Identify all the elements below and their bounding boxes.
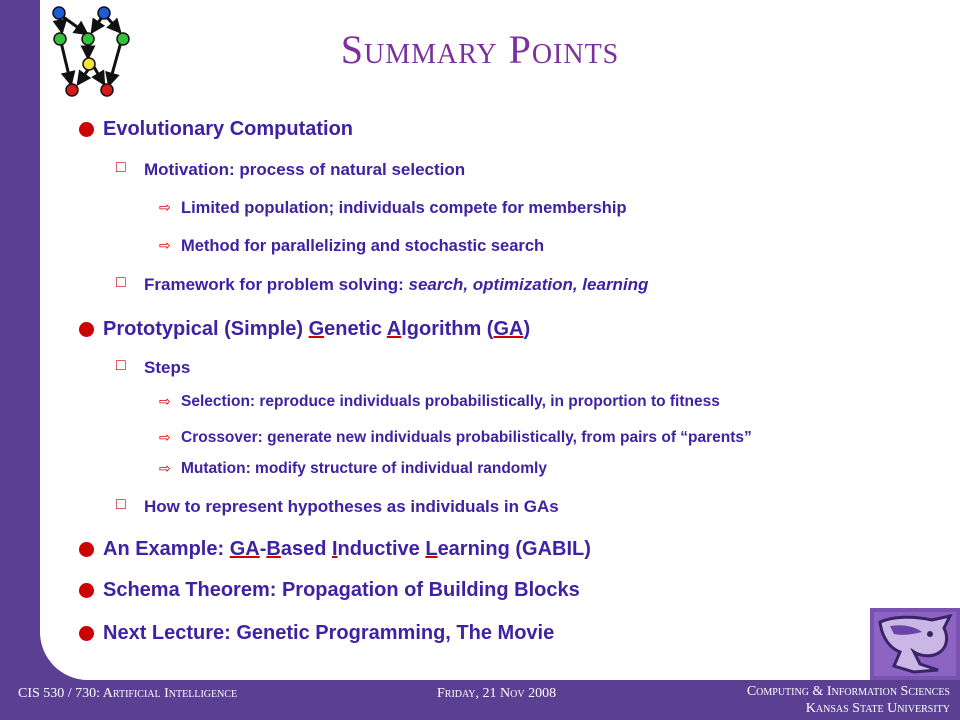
bullet-dot <box>79 122 94 137</box>
footer-course: CIS 530 / 730: Artificial Intelligence <box>18 686 238 701</box>
text-segment: enetic <box>324 318 387 340</box>
acronym-letter: G <box>308 318 325 340</box>
sub-sub-bullet-limited-population: Limited population; individuals compete for membership <box>181 199 627 217</box>
framework-emphasis: search, optimization, learning <box>408 275 649 294</box>
text-segment: earning (GABIL) <box>437 538 591 560</box>
arrow-right-icon: ⇨ <box>159 237 171 253</box>
arrow-right-icon: ⇨ <box>159 393 171 409</box>
footer-date: Friday, 21 Nov 2008 <box>437 686 557 701</box>
sub-bullet-motivation: Motivation: process of natural selection <box>144 160 466 179</box>
text-segment: An Example: <box>103 538 230 560</box>
text-segment: ) <box>523 318 531 340</box>
bullet-dot <box>79 322 94 337</box>
bullet-dot <box>79 626 94 641</box>
bullet-dot <box>79 542 94 557</box>
bullet-gabil-example <box>103 538 591 561</box>
footer-university: Kansas State University <box>805 701 950 716</box>
text-segment: Prototypical (Simple) <box>103 318 309 340</box>
acronym-letter: A <box>386 318 402 340</box>
framework-prefix: Framework for problem solving: <box>144 275 409 294</box>
sub-sub-bullet-mutation: Mutation: modify structure of individual randomly <box>181 460 547 477</box>
checkbox-icon: □ <box>116 357 126 374</box>
sub-sub-bullet-crossover: Crossover: generate new individuals probabilistically, from pairs of “parents” <box>181 429 752 446</box>
arrow-right-icon: ⇨ <box>159 429 171 445</box>
slide-title: Summary Points <box>340 27 620 72</box>
sub-sub-bullet-parallelizing: Method for parallelizing and stochastic search <box>181 237 545 255</box>
sub-bullet-represent-hypotheses: How to represent hypotheses as individuals in GAs <box>144 497 559 516</box>
checkbox-icon: □ <box>116 159 126 176</box>
bullet-prototypical-ga <box>103 318 530 341</box>
bullet-evolutionary-computation: Evolutionary Computation <box>103 118 353 140</box>
bullet-schema-theorem: Schema Theorem: Propagation of Building Blocks <box>103 579 580 601</box>
wildcat-icon <box>874 612 956 676</box>
sub-sub-bullet-selection: Selection: reproduce individuals probabilistically, in proportion to fitness <box>181 393 720 410</box>
acronym-letters: GA <box>493 318 524 340</box>
text-segment: - <box>259 538 267 560</box>
checkbox-icon: □ <box>116 274 126 291</box>
acronym-letter: I <box>331 538 338 560</box>
text-segment: nductive <box>337 538 426 560</box>
sub-bullet-framework <box>144 275 648 295</box>
text-segment: ased <box>280 538 332 560</box>
acronym-letter: L <box>425 538 438 560</box>
wildcat-logo-badge <box>870 608 960 680</box>
acronym-letters: GA <box>229 538 260 560</box>
sub-bullet-steps: Steps <box>144 358 191 377</box>
arrow-right-icon: ⇨ <box>159 460 171 476</box>
acronym-letter: B <box>266 538 281 560</box>
footer-department: Computing & Information Sciences <box>746 684 950 699</box>
checkbox-icon: □ <box>116 496 126 513</box>
text-segment: lgorithm ( <box>401 318 494 340</box>
bullet-dot <box>79 583 94 598</box>
bullet-next-lecture: Next Lecture: Genetic Programming, The Movie <box>103 622 555 644</box>
arrow-right-icon: ⇨ <box>159 199 171 215</box>
